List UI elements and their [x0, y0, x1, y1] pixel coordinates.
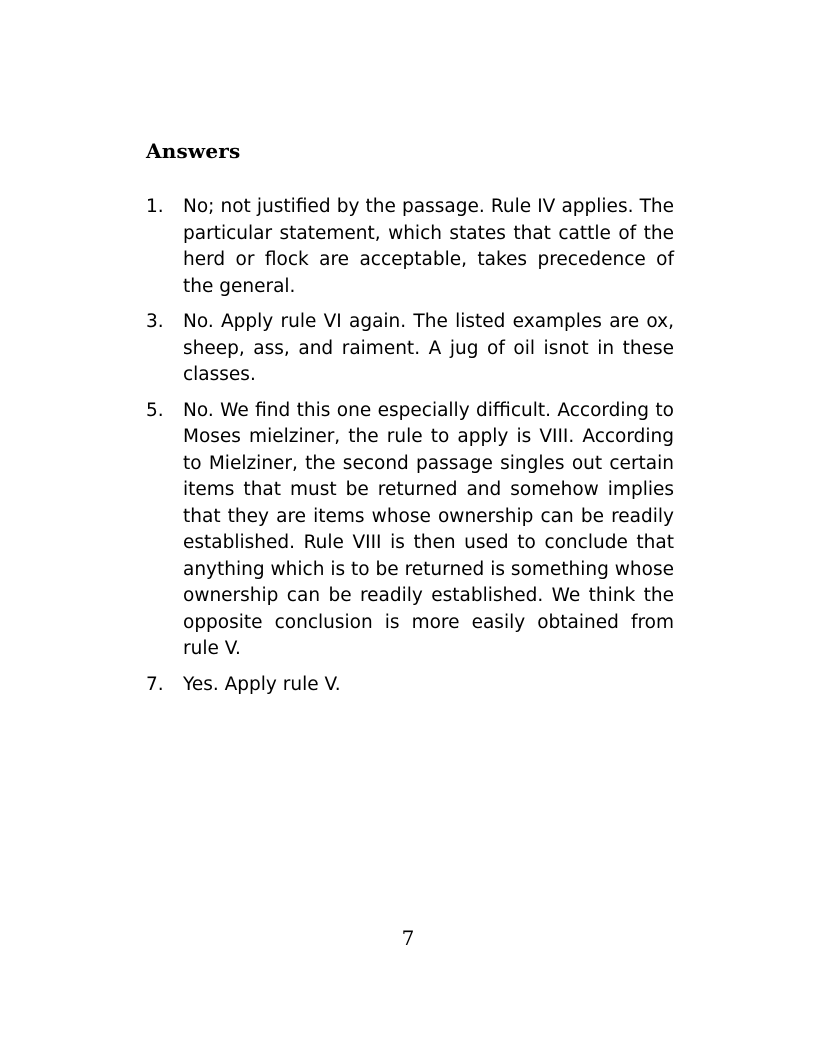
- answer-number: 3.: [146, 311, 164, 332]
- page-number: 7: [401, 926, 415, 950]
- answer-text: No. We find this one especially difficult. According to Moses mielziner, the rule to apply is VIII. According to Mielziner, the second passage singles out certain items that must be returned and somehow implies that they are items whose ownership can be readily established. Rule VIII is then used to conclude that anything which is to be returned is something whose ownership can be readily established. We think the opposite conclusion is more easily obtained from rule V.: [183, 399, 674, 659]
- answer-item: [146, 672, 674, 699]
- answer-text: Yes. Apply rule V.: [183, 673, 341, 695]
- answer-number: 7.: [146, 673, 164, 695]
- answers-list: [146, 194, 674, 707]
- answer-number: 1.: [146, 196, 164, 217]
- answer-text: No; not justified by the passage. Rule IV applies. The particular statement, which states that cattle of the herd or flock are acceptable, takes precedence of the general.: [183, 196, 674, 297]
- answer-item: [146, 194, 674, 300]
- section-heading: Answers: [146, 139, 241, 163]
- answer-text: No. Apply rule VI again. The listed examples are ox, sheep, ass, and raiment. A jug of oil isnot in these classes.: [183, 311, 674, 385]
- answer-item: [146, 309, 674, 389]
- answer-number: 5.: [146, 399, 164, 421]
- answer-item: [146, 398, 674, 663]
